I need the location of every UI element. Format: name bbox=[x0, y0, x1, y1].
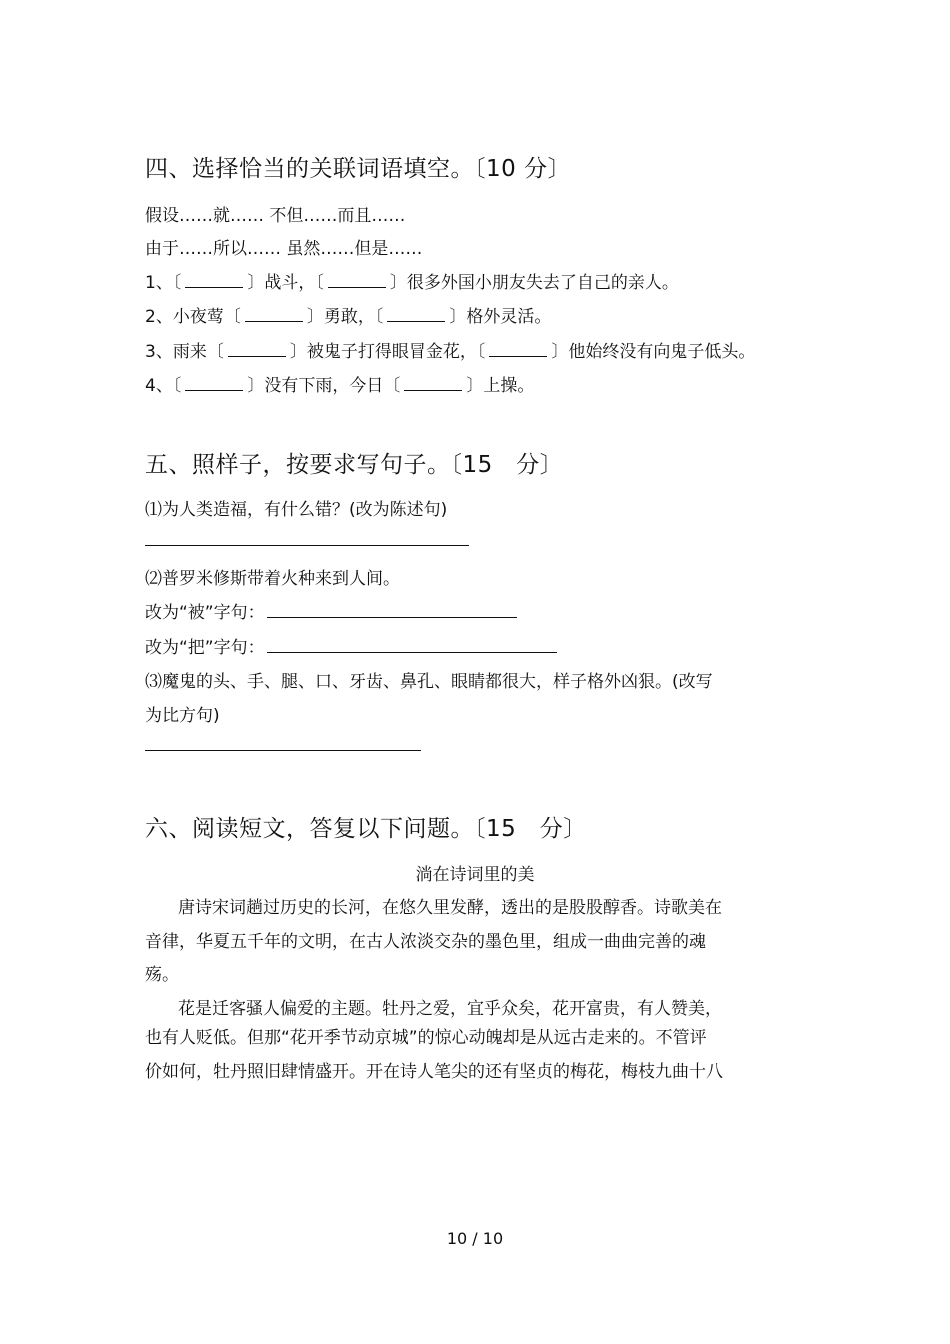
options-line-1: 假设……就…… 不但……而且…… bbox=[145, 206, 406, 226]
q3-part-a: 3、雨来〔 bbox=[145, 342, 224, 362]
q3-part-c: 〕他始终没有向鬼子低头。 bbox=[551, 342, 756, 362]
q1-part-c: 〕很多外国小朋友失去了自己的亲人。 bbox=[389, 273, 679, 293]
answer-line-3[interactable] bbox=[145, 750, 421, 751]
section4-heading: 四、选择恰当的关联词语填空。〔10 分〕 bbox=[145, 156, 572, 182]
blank-field[interactable] bbox=[489, 342, 547, 357]
ba-sentence-row bbox=[145, 633, 557, 658]
paragraph-2-line-2: 也有人贬低。但那“花开季节动京城”的惊心动魄却是从远古走来的。不管评 bbox=[145, 1028, 707, 1048]
question-5-3-line1: ⑶魔鬼的头、手、腿、口、牙齿、鼻孔、眼睛都很大，样子格外凶狠。(改写 bbox=[145, 672, 713, 692]
page-number: 10 / 10 bbox=[446, 1229, 504, 1248]
paragraph-1-line-1: 唐诗宋词趟过历史的长河，在悠久里发酵，透出的是股股醇香。诗歌美在 bbox=[178, 898, 722, 918]
ba-label: 改为“把”字句： bbox=[145, 638, 265, 658]
options-line-2: 由于……所以…… 虽然……但是…… bbox=[145, 239, 423, 259]
paragraph-2-line-3: 价如何，牡丹照旧肆情盛开。开在诗人笔尖的还有坚贞的梅花，梅枝九曲十八 bbox=[145, 1062, 723, 1082]
q4-part-c: 〕上操。 bbox=[466, 376, 535, 396]
paragraph-1-line-3: 殇。 bbox=[145, 965, 179, 985]
blank-field[interactable] bbox=[185, 376, 243, 391]
question-5-1: ⑴为人类造福，有什么错？(改为陈述句) bbox=[145, 500, 448, 520]
q4-part-b: 〕没有下雨，今日〔 bbox=[247, 376, 401, 396]
blank-field[interactable] bbox=[387, 307, 445, 322]
paragraph-1-line-2: 音律，华夏五千年的文明，在古人浓淡交杂的墨色里，组成一曲曲完善的魂 bbox=[145, 932, 706, 952]
bei-sentence-row bbox=[145, 598, 517, 623]
q2-part-b: 〕勇敢，〔 bbox=[306, 307, 384, 327]
ba-answer-line[interactable] bbox=[267, 636, 557, 653]
section6-heading: 六、阅读短文，答复以下问题。〔15 分〕 bbox=[145, 816, 587, 842]
q1-part-b: 〕战斗，〔 bbox=[247, 273, 324, 293]
passage-title: 淌在诗词里的美 bbox=[415, 865, 535, 885]
question-4-1 bbox=[145, 268, 679, 293]
blank-field[interactable] bbox=[228, 342, 286, 357]
bei-answer-line[interactable] bbox=[267, 601, 517, 618]
blank-field[interactable] bbox=[185, 273, 243, 288]
blank-field[interactable] bbox=[245, 307, 303, 322]
blank-field[interactable] bbox=[328, 273, 386, 288]
question-5-2: ⑵普罗米修斯带着火种来到人间。 bbox=[145, 569, 400, 589]
question-4-3 bbox=[145, 337, 755, 362]
q4-part-a: 4、〔 bbox=[145, 376, 182, 396]
blank-field[interactable] bbox=[404, 376, 462, 391]
q2-part-a: 2、小夜莺〔 bbox=[145, 307, 241, 327]
section5-heading: 五、照样子，按要求写句子。〔15 分〕 bbox=[145, 452, 564, 478]
q2-part-c: 〕格外灵活。 bbox=[449, 307, 552, 327]
answer-line-1[interactable] bbox=[145, 545, 469, 546]
bei-label: 改为“被”字句： bbox=[145, 603, 265, 623]
q1-part-a: 1、〔 bbox=[145, 273, 182, 293]
q3-part-b: 〕被鬼子打得眼冒金花，〔 bbox=[289, 342, 486, 362]
question-4-2 bbox=[145, 302, 551, 327]
question-4-4 bbox=[145, 371, 534, 396]
question-5-3-line2: 为比方句) bbox=[145, 706, 220, 726]
paragraph-2-line-1: 花是迁客骚人偏爱的主题。牡丹之爱，宜乎众矣，花开富贵，有人赞美， bbox=[178, 999, 722, 1019]
